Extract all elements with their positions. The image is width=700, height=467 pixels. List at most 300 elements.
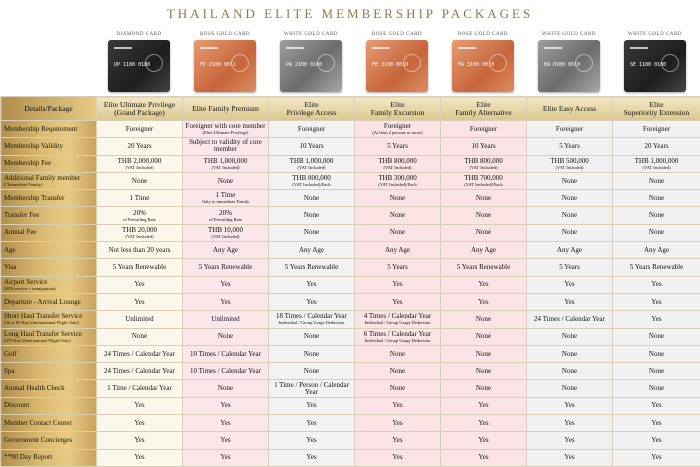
header-package-name	[183, 97, 269, 121]
table-cell	[355, 172, 441, 189]
row-label-subtext: (*Immediate Family)	[4, 182, 43, 188]
table-cell	[527, 363, 613, 380]
cell-value: None	[389, 366, 406, 375]
table-cell	[441, 328, 527, 345]
cell-value: None	[648, 193, 665, 202]
table-cell	[527, 190, 613, 207]
cell-value: Not less than 20 years	[108, 245, 171, 254]
table-cell	[441, 259, 527, 276]
row-label	[1, 293, 97, 310]
row-label	[1, 121, 97, 138]
table-cell	[527, 345, 613, 362]
cell-value: THB 10,000	[208, 225, 243, 234]
table-cell	[441, 121, 527, 138]
cell-value: None	[648, 366, 665, 375]
cell-value: None	[648, 211, 665, 220]
card-logo-bar	[200, 47, 218, 49]
table-cell	[97, 380, 183, 397]
cell-value: Yes	[306, 453, 317, 462]
card-number: UP 1100 0180	[114, 62, 151, 68]
cell-value: Yes	[564, 280, 575, 289]
cell-subtext: (VAT Included)	[383, 164, 412, 170]
cell-value: None	[475, 211, 492, 220]
row-label-text: Membership Transfer	[4, 193, 65, 202]
table-cell	[613, 190, 700, 207]
card	[362, 30, 432, 96]
cell-value: 5 Years Renewable	[198, 263, 253, 272]
table-cell	[183, 328, 269, 345]
card-name: WHITE GOLD CARD	[542, 32, 596, 37]
cell-value: Any Age	[384, 245, 411, 254]
table-cell	[527, 311, 613, 328]
row-label	[1, 190, 97, 207]
table-cell	[97, 207, 183, 224]
cell-value: Yes	[220, 401, 231, 410]
table-cell	[355, 276, 441, 293]
cell-value: 5 Years	[559, 263, 580, 272]
cell-value: Yes	[651, 280, 662, 289]
table-cell	[613, 328, 700, 345]
table-cell	[183, 155, 269, 172]
table-cell	[527, 155, 613, 172]
cell-value: 1 Time / Calendar Year	[107, 384, 172, 393]
table-cell	[355, 155, 441, 172]
header-row	[1, 97, 700, 121]
row-label-text: Short Haul Transfer Service	[4, 312, 83, 321]
table-cell	[183, 432, 269, 449]
table-row	[1, 345, 700, 362]
table-cell	[355, 207, 441, 224]
table-row	[1, 138, 700, 155]
table-cell	[183, 242, 269, 259]
cell-value: None	[389, 349, 406, 358]
cell-value: Any Age	[470, 245, 497, 254]
cell-value: Yes	[392, 435, 403, 444]
table-cell	[441, 415, 527, 432]
cell-value: None	[561, 366, 578, 375]
row-label-text: Annual Health Check	[4, 384, 65, 393]
cell-value: Any Age	[298, 245, 325, 254]
table-cell	[441, 397, 527, 414]
header-line-1: Elite	[649, 100, 664, 109]
cell-value: 24 Times / Calendar Year	[534, 314, 605, 323]
cell-value: Yes	[478, 435, 489, 444]
table-cell	[441, 224, 527, 241]
card	[534, 30, 604, 96]
cell-value: None	[475, 314, 492, 323]
cell-subtext: (VAT Included)	[211, 233, 240, 239]
table-cell	[613, 242, 700, 259]
cell-value: Yes	[651, 435, 662, 444]
cell-value: Yes	[134, 280, 145, 289]
card-image	[108, 40, 170, 92]
table-cell	[97, 172, 183, 189]
cell-value: None	[561, 176, 578, 185]
table-cell	[441, 311, 527, 328]
cell-value: Yes	[564, 401, 575, 410]
table-cell	[527, 328, 613, 345]
cell-value: None	[131, 176, 148, 185]
cell-value: None	[303, 193, 320, 202]
cell-subtext: (VAT Included)	[125, 233, 154, 239]
cell-subtext: Only to immediate Family	[201, 199, 250, 205]
cell-value: Yes	[134, 418, 145, 427]
table-cell	[355, 415, 441, 432]
cell-subtext: of Prevailing Rate	[209, 216, 242, 222]
table-cell	[97, 155, 183, 172]
table-cell	[269, 190, 355, 207]
table-cell	[183, 259, 269, 276]
row-label	[1, 432, 97, 449]
cell-value: 24 Times / Calendar Year	[104, 366, 175, 375]
packages-table	[0, 96, 700, 467]
table-cell	[355, 449, 441, 466]
cell-subtext: (VAT Included)	[642, 164, 671, 170]
table-cell	[269, 345, 355, 362]
cell-subtext: (VAT Included)	[555, 164, 584, 170]
cell-subtext: (VAT Included)/Each	[378, 182, 417, 188]
row-label-text: Membership Requirement	[4, 124, 78, 133]
table-cell	[183, 311, 269, 328]
table-cell	[441, 138, 527, 155]
cell-value: Yes	[478, 453, 489, 462]
table-cell	[355, 259, 441, 276]
cell-value: Yes	[134, 401, 145, 410]
table-cell	[269, 293, 355, 310]
cell-value: None	[389, 384, 406, 393]
card-image	[194, 40, 256, 92]
table-cell	[97, 363, 183, 380]
cell-value: None	[475, 349, 492, 358]
table-cell	[183, 449, 269, 466]
card-logo-bar	[114, 47, 132, 49]
cell-value: 10 Times / Calendar Year	[190, 349, 261, 358]
table-cell	[355, 363, 441, 380]
row-label	[1, 138, 97, 155]
row-label	[1, 242, 97, 259]
row-label	[1, 397, 97, 414]
card-number: FA 3100 0010	[458, 62, 495, 68]
cell-value: Yes	[220, 297, 231, 306]
header-line-2: Family Alternative	[455, 107, 512, 117]
row-label	[1, 311, 97, 328]
table-cell	[97, 311, 183, 328]
table-cell	[441, 380, 527, 397]
table-row	[1, 449, 700, 466]
table-cell	[355, 311, 441, 328]
cell-value: Yes	[220, 418, 231, 427]
header-package-name	[527, 97, 613, 121]
cell-value: Foreigner	[383, 122, 412, 131]
card	[104, 30, 174, 96]
card-logo-bar	[372, 47, 390, 49]
cell-value: Yes	[478, 401, 489, 410]
table-cell	[527, 138, 613, 155]
cell-value: THB 20,000	[122, 225, 157, 234]
cell-value: None	[217, 332, 234, 341]
table-cell	[269, 172, 355, 189]
table-cell	[355, 397, 441, 414]
cell-value: Foreigner with core member	[185, 122, 266, 131]
cell-value: Subject to validity of core member	[189, 138, 262, 154]
card-number: EA 0100 0010	[544, 62, 581, 68]
cell-value: 10 Years	[299, 141, 324, 150]
table-cell	[183, 380, 269, 397]
cell-value: Yes	[478, 418, 489, 427]
row-label-text: Annual Fee	[4, 228, 37, 237]
header-details-package: Details/Package	[1, 97, 97, 121]
cell-subtext: (VAT Included)	[211, 164, 240, 170]
cell-value: THB 800,000	[292, 174, 331, 183]
table-cell	[183, 363, 269, 380]
row-label-text: **90 Day Report	[4, 453, 53, 462]
table-cell	[269, 328, 355, 345]
cell-value: 10 Times / Calendar Year	[190, 366, 261, 375]
cell-value: Yes	[651, 314, 662, 323]
table-cell	[269, 363, 355, 380]
cell-value: Yes	[306, 401, 317, 410]
cell-value: Yes	[392, 453, 403, 462]
table-row	[1, 363, 700, 380]
header-line-2: Privilege Access	[286, 107, 337, 117]
table-cell	[269, 449, 355, 466]
card-name: ROSE GOLD CARD	[371, 32, 423, 37]
table-cell	[355, 380, 441, 397]
row-label	[1, 155, 97, 172]
card-name: ROSE GOLD CARD	[199, 32, 251, 37]
card	[448, 30, 518, 96]
cell-value: 5 Years Renewable	[456, 263, 511, 272]
cell-value: THB 500,000	[550, 156, 589, 165]
table-cell	[183, 172, 269, 189]
cell-value: 5 Years	[559, 141, 580, 150]
row-label	[1, 380, 97, 397]
cell-value: Unlimited	[211, 314, 240, 323]
table-cell	[355, 224, 441, 241]
row-label-text: Visa	[4, 263, 17, 272]
cell-value: Yes	[392, 418, 403, 427]
cell-value: 1 Time	[215, 191, 236, 200]
row-label-text: Spa	[4, 366, 15, 375]
row-label-text: Departure - Arrival Lounge	[4, 297, 81, 306]
card-row	[0, 30, 700, 96]
table-cell	[441, 293, 527, 310]
cell-value: 1 Time	[129, 193, 150, 202]
cell-value: Yes	[651, 418, 662, 427]
cell-value: 6 Times / Calendar Year	[363, 329, 432, 338]
table-cell	[97, 276, 183, 293]
cell-value: Any Age	[643, 245, 670, 254]
cell-value: THB 800,000	[464, 156, 503, 165]
table-cell	[97, 121, 183, 138]
card-logo-bar	[630, 47, 648, 49]
cell-value: Foreigner	[469, 124, 498, 133]
card	[190, 30, 260, 96]
cell-subtext: (VAT Included)/Each	[464, 182, 503, 188]
table-cell	[613, 432, 700, 449]
table-cell	[355, 190, 441, 207]
cell-value: Yes	[134, 297, 145, 306]
cell-value: 20 Years	[644, 141, 669, 150]
row-label-text: Age	[4, 245, 16, 254]
table-cell	[613, 207, 700, 224]
cell-subtext: (VAT Included)	[125, 164, 154, 170]
page-title: THAILAND ELITE MEMBERSHIP PACKAGES	[166, 6, 534, 21]
cell-value: None	[561, 349, 578, 358]
cell-value: 18 Times / Calendar Year	[276, 312, 347, 321]
table-row	[1, 432, 700, 449]
row-label-text: Membership Fee	[4, 159, 52, 168]
table-cell	[97, 224, 183, 241]
table-cell	[269, 138, 355, 155]
table-cell	[355, 242, 441, 259]
card-number: FE 3100 0010	[372, 62, 409, 68]
table-cell	[613, 380, 700, 397]
cell-subtext: of Prevailing Rate	[123, 216, 156, 222]
table-cell	[355, 328, 441, 345]
cell-value: Foreigner	[297, 124, 326, 133]
table-cell	[441, 432, 527, 449]
table-cell	[613, 172, 700, 189]
row-label-text: Government Concierges	[4, 435, 73, 444]
cell-value: None	[475, 332, 492, 341]
cell-value: Yes	[220, 435, 231, 444]
cell-value: THB 300,000	[378, 174, 417, 183]
card-image	[366, 40, 428, 92]
table-cell	[269, 259, 355, 276]
header-line-1: Elite	[476, 100, 491, 109]
table-row	[1, 190, 700, 207]
table-row	[1, 276, 700, 293]
cell-value: Yes	[306, 280, 317, 289]
header-package-name	[355, 97, 441, 121]
table-cell	[613, 138, 700, 155]
table-cell	[183, 345, 269, 362]
card-logo-bar	[286, 47, 304, 49]
table-cell	[269, 432, 355, 449]
table-cell	[355, 121, 441, 138]
cell-value: 24 Times / Calendar Year	[104, 349, 175, 358]
table-cell	[441, 345, 527, 362]
table-cell	[97, 138, 183, 155]
table-cell	[269, 415, 355, 432]
cell-value: Yes	[478, 297, 489, 306]
table-cell	[441, 276, 527, 293]
card-name: DIAMOND CARD	[116, 32, 162, 37]
table-cell	[527, 397, 613, 414]
cell-value: None	[475, 228, 492, 237]
row-label	[1, 207, 97, 224]
cell-value: None	[475, 384, 492, 393]
table-cell	[97, 242, 183, 259]
card-image	[280, 40, 342, 92]
cell-value: Yes	[220, 453, 231, 462]
cell-value: None	[648, 228, 665, 237]
table-cell	[97, 432, 183, 449]
table-cell	[355, 293, 441, 310]
row-label-text: Transfer Fee	[4, 211, 40, 220]
row-label-text: Member Contact Center	[4, 418, 72, 427]
card-logo-bar	[544, 47, 562, 49]
cell-value: Yes	[564, 297, 575, 306]
cell-value: None	[303, 349, 320, 358]
table-cell	[183, 190, 269, 207]
cell-value: None	[561, 384, 578, 393]
cell-value: None	[389, 228, 406, 237]
cell-value: Yes	[392, 280, 403, 289]
table-cell	[613, 397, 700, 414]
card-number: FP 2100 0011	[200, 62, 237, 68]
header-line-2: Superiority Extension	[623, 107, 690, 117]
table-cell	[183, 207, 269, 224]
row-label-text: Long Haul Transfer Service	[4, 329, 82, 338]
cell-value: Foreigner	[555, 124, 584, 133]
header-package-name	[613, 97, 700, 121]
table-cell	[183, 224, 269, 241]
row-label	[1, 415, 97, 432]
row-label	[1, 259, 97, 276]
table-cell	[183, 397, 269, 414]
table-cell	[183, 415, 269, 432]
cell-value: Foreigner	[125, 124, 154, 133]
cell-value: None	[561, 193, 578, 202]
row-label-text: Discount	[4, 401, 30, 410]
table-cell	[97, 293, 183, 310]
cell-value: Any Age	[212, 245, 239, 254]
cell-value: THB 800,000	[378, 156, 417, 165]
table-row	[1, 155, 700, 172]
cell-value: None	[303, 211, 320, 220]
table-cell	[355, 345, 441, 362]
cell-value: Yes	[306, 418, 317, 427]
table-cell	[613, 155, 700, 172]
table-row	[1, 311, 700, 328]
cell-value: None	[475, 193, 492, 202]
table-row	[1, 172, 700, 189]
header-line-1: Elite Easy Access	[542, 103, 597, 113]
cell-value: None	[389, 211, 406, 220]
cell-subtext: (At least 2 persons or more)	[372, 130, 423, 136]
card-logo-bar	[458, 47, 476, 49]
cell-value: 5 Years Renewable	[112, 263, 167, 272]
table-cell	[269, 155, 355, 172]
cell-value: Yes	[306, 297, 317, 306]
table-cell	[527, 432, 613, 449]
cell-value: 5 Years Renewable	[629, 263, 684, 272]
cell-value: 20%	[133, 208, 146, 217]
table-cell	[613, 259, 700, 276]
table-row	[1, 207, 700, 224]
card-name: ROSE GOLD CARD	[457, 32, 509, 37]
table-cell	[613, 276, 700, 293]
cell-value: Yes	[392, 297, 403, 306]
card-image	[452, 40, 514, 92]
header-line-1: Elite Ultimate Privilege	[103, 100, 176, 109]
table-cell	[527, 380, 613, 397]
header-line-1: Elite	[304, 100, 319, 109]
table-cell	[269, 397, 355, 414]
table-cell	[269, 207, 355, 224]
table-cell	[269, 276, 355, 293]
header-line-2: Family Excursion	[370, 107, 425, 117]
table-row	[1, 397, 700, 414]
row-label-text: Additional Family member	[4, 174, 81, 183]
table-cell	[97, 449, 183, 466]
cell-subtext: Individual / Group Usage Deduction	[364, 320, 431, 326]
cell-value: Yes	[651, 297, 662, 306]
row-label	[1, 172, 97, 189]
cell-subtext: (VAT Included)	[297, 164, 326, 170]
